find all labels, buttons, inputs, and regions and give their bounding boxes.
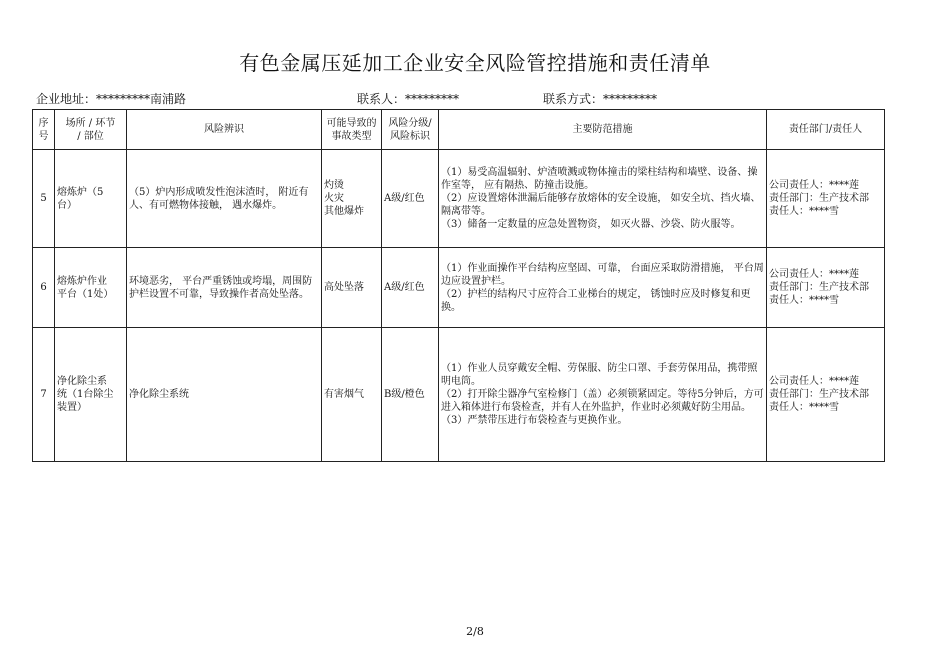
header-accident: 可能导致的 事故类型 (322, 110, 382, 150)
cell-place: 净化除尘系 统（1台除尘 装置） (55, 328, 127, 462)
header-level: 风险分级/ 风险标识 (382, 110, 439, 150)
cell-measures: （1）作业人员穿戴安全帽、劳保服、防尘口罩、手套劳保用品，携带照明电筒。 （2）打开除尘器净气室检修门（盖）必须锁紧固定。等待5分钟后，方可进入箱体进行布袋检查，并有人在外监护，作业时必须戴好防尘用品。 （3）严禁带压进行布袋检查与更换作业。 (439, 328, 767, 462)
header-measures: 主要防范措施 (439, 110, 767, 150)
header-risk: 风险辨识 (127, 110, 322, 150)
cell-measures: （1）易受高温辐射、炉渣喷溅或物体撞击的梁柱结构和墙壁、设备、操作室等， 应有隔热、防撞击设施。 （2）应设置熔体泄漏后能够存放熔体的安全设施， 如安全坑、挡火墙、隔离带等。 （3）储备一定数量的应急处置物资， 如灭火器、沙袋、防火服等。 (439, 150, 767, 248)
table-row (33, 150, 885, 248)
cell-seq: 5 (33, 150, 55, 248)
cell-place: 熔炼炉（5 台） (55, 150, 127, 248)
cell-risk: （5）炉内形成喷发性泡沫渣时， 附近有人、有可燃物体接触， 遇水爆炸。 (127, 150, 322, 248)
cell-accident: 灼烫 火灾 其他爆炸 (322, 150, 382, 248)
cell-risk: 净化除尘系统 (127, 328, 322, 462)
cell-dept: 公司责任人：****莲 责任部门：生产技术部 责任人：****雪 (767, 248, 885, 328)
contact-phone: 联系方式：********* (543, 92, 658, 106)
header-seq: 序 号 (33, 110, 55, 150)
cell-accident: 高处坠落 (322, 248, 382, 328)
cell-seq: 6 (33, 248, 55, 328)
cell-dept: 公司责任人：****莲 责任部门：生产技术部 责任人：****雪 (767, 150, 885, 248)
cell-accident: 有害烟气 (322, 328, 382, 462)
cell-level: A级/红色 (382, 150, 439, 248)
cell-dept: 公司责任人：****莲 责任部门：生产技术部 责任人：****雪 (767, 328, 885, 462)
cell-level: A级/红色 (382, 248, 439, 328)
cell-measures: （1）作业面操作平台结构应坚固、可靠， 台面应采取防滑措施， 平台周边应设置护栏。 （2）护栏的结构尺寸应符合工业梯台的规定， 锈蚀时应及时修复和更换。 (439, 248, 767, 328)
cell-risk: 环境恶劣， 平台严重锈蚀或垮塌，周围防护栏设置不可靠，导致操作者高处坠落。 (127, 248, 322, 328)
cell-level: B级/橙色 (382, 328, 439, 462)
table-row (33, 248, 885, 328)
header-dept: 责任部门/责任人 (767, 110, 885, 150)
header-place: 场所 / 环节 / 部位 (55, 110, 127, 150)
page-number: 2/8 (466, 625, 484, 638)
contact-person: 联系人：********* (357, 92, 460, 106)
cell-seq: 7 (33, 328, 55, 462)
risk-control-table (32, 109, 885, 462)
company-address: 企业地址：*********南浦路 (36, 92, 187, 106)
document-title: 有色金属压延加工企业安全风险管控措施和责任清单 (239, 51, 711, 75)
table-header-row (33, 110, 885, 150)
cell-place: 熔炼炉作业 平台（1处） (55, 248, 127, 328)
table-row (33, 328, 885, 462)
